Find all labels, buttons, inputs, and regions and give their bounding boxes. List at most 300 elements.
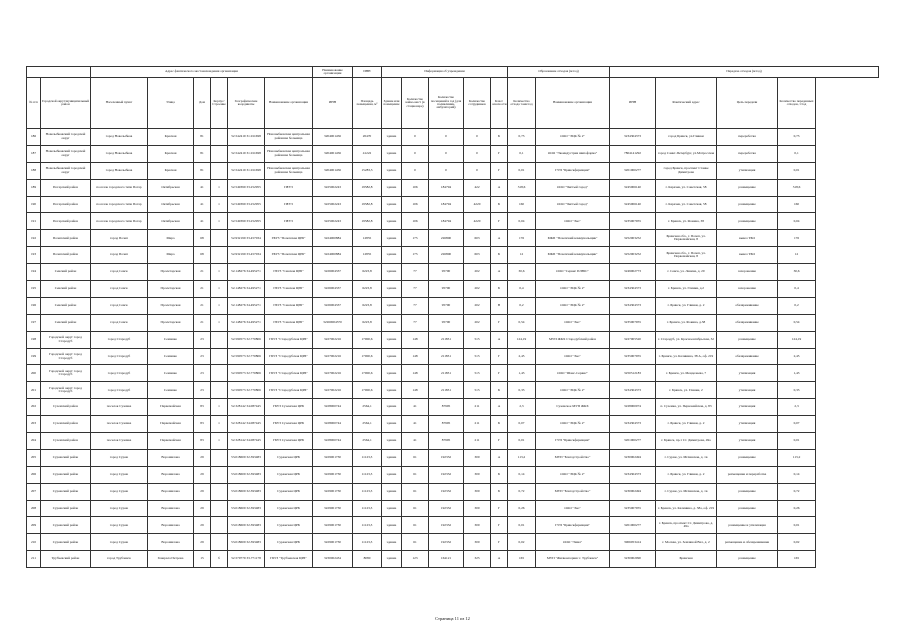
table-cell: 190 [27,196,41,213]
column-header: Количество переданных отходов, т/год [778,78,816,129]
table-cell: 1 [211,264,228,281]
table-cell: Ворошилова [148,534,194,551]
table-cell: город Сураж [91,449,148,466]
table-cell: 0,33 [508,382,536,399]
table-row [27,500,879,517]
table-cell: 0,54 [778,314,816,331]
column-header: Количество отхода тонн/год [508,78,536,129]
table-cell: б [211,551,228,568]
table-cell: 53.018609 32.393483 [228,483,265,500]
table-cell: Суражский район [41,449,91,466]
table-cell: 52.932199 33.457034 [228,230,265,247]
table-cell: 17000,6 [353,331,382,348]
table-cell: здание [382,483,402,500]
table-row [27,382,879,399]
table-cell: 3204001456 [313,129,353,146]
table-cell: 203 [27,416,41,433]
table-cell: 3227005520 [610,331,656,348]
table-cell: здание [382,196,402,213]
table-cell: ГБУЗ "Севская ЦРБ" [265,264,313,281]
table-cell: ООО "Чистый город" [536,196,610,213]
table-cell: 3230002434 [313,551,353,568]
table-cell: Суражская ЦРБ [265,500,313,517]
table-cell: ПЕУЗ [265,196,313,213]
table-cell: 148 [402,331,429,348]
table-row [27,145,879,162]
table-cell: Б [491,129,508,146]
table-cell: Ворошилова [148,500,194,517]
table-cell: 300 [464,534,491,551]
table-cell: 3228000744 [313,399,353,416]
table-cell: 211831 [429,348,464,365]
table-cell: ООО "ЭЦК № 2" [536,466,610,483]
table-cell: ГБУЗ "Стародубская ЦРБ" [265,365,313,382]
table-cell: А [491,399,508,416]
table-cell: 3204001456 [313,162,353,179]
table-cell: поселок Суземка [91,416,148,433]
table-cell: 2,45 [778,348,816,365]
table-cell: 2564,1 [353,399,382,416]
column-header: Наименование организации [265,78,313,129]
table-cell: 0 [464,129,491,146]
table-cell: 68 [194,247,211,264]
table-cell: город Севск [91,297,148,314]
header-group-cell: Передача отходов (м/год) [610,67,879,78]
table-cell: Пролетарская [148,264,194,281]
table-cell: Красная [148,129,194,146]
table-cell: 52.549399 33.252955 [228,179,265,196]
table-cell: Новозыбковская центральная районная больница [265,145,313,162]
table-row [27,281,879,298]
table-cell: 192 [27,230,41,247]
table-cell: Октябрьская [148,179,194,196]
table-row [27,399,879,416]
table-cell: Пролетарская [148,314,194,331]
table-cell: Г [491,534,508,551]
table-cell: поселок Суземка [91,433,148,450]
table-cell: 192332 [429,483,464,500]
table-cell: 318,6 [508,179,536,196]
table-row [27,230,879,247]
table-cell: А [491,551,508,568]
table-cell: Суражский район [41,483,91,500]
table-cell: 0,01 [508,162,536,179]
table-cell: вывоз ТБО [717,247,778,264]
table-cell: 3227002216 [313,348,353,365]
table-cell: 184794 [429,196,464,213]
table-cell: 95700 [429,281,464,298]
table-cell: 0,07 [508,416,536,433]
table-cell: 3230002494 [610,449,656,466]
table-cell: утилизация [717,382,778,399]
table-cell: г. Брянск, ул. Фокина, д.38 [656,314,717,331]
table-cell: 0,4 [778,281,816,298]
column-header: Площадь помещения, м² [353,78,382,129]
table-cell: 1 [211,297,228,314]
table-cell: здание [382,281,402,298]
table-cell: 3229001730 [313,500,353,517]
table-cell: 11123,3 [353,483,382,500]
table-cell: ООО "Эко" [536,314,610,331]
table-row [27,551,879,568]
table-cell: 12855 [353,247,382,264]
table-cell: 3235007955 [610,213,656,230]
table-cell: утилизация [717,433,778,450]
table-cell [211,382,228,399]
page-footer: Страница 11 из 12 [435,616,470,621]
table-cell: 29 [194,517,211,534]
column-header: Городской округ/муниципальный район [41,78,91,129]
table-cell: ООО "ЭЦК № 2" [536,281,610,298]
table-cell: 1 [211,416,228,433]
table-cell: 209 [27,517,41,534]
table-cell: 1 [211,213,228,230]
table-cell: 3227002216 [313,365,353,382]
table-cell: 52.590573 32.770806 [228,382,265,399]
table-cell: Б [491,382,508,399]
table-cell: 0,1 [778,145,816,162]
table-cell: 515 [464,382,491,399]
table-cell: 165 [508,551,536,568]
table-cell: МУП ЖКХ Стародубский район [536,331,610,348]
table-cell: 0,4 [508,281,536,298]
table-cell: 198 [27,331,41,348]
table-cell: 19582,8 [353,213,382,230]
table-body [27,129,879,568]
table-cell: 187 [27,145,41,162]
table-cell: 52.328142 34.087445 [228,399,265,416]
table-cell: 0,04 [508,213,536,230]
header-group-cell: Адрес фактического местонахождения организации [91,67,313,78]
table-cell: 11123,3 [353,534,382,551]
table-cell: 0,26 [778,500,816,517]
table-cell: 123 [402,551,429,568]
table-cell: 0 [429,162,464,179]
table-cell: ООО "ЭЦК № 2" [536,297,610,314]
table-cell: ООО "Эмма" [536,534,610,551]
table-cell: Новозыбковский городской округ [41,145,91,162]
table-cell: 52.148276 34.495271 [228,281,265,298]
waste-report-table [26,66,879,568]
table-cell: вывоз ТБО [717,230,778,247]
table-cell: 202 [27,399,41,416]
table-cell: Г [491,314,508,331]
table-cell: переработка [717,145,778,162]
table-cell: размещение [717,179,778,196]
table-cell: 3225002243 [313,213,353,230]
table-cell: Г [491,433,508,450]
table-cell: 515 [464,348,491,365]
table-cell: здание [382,264,402,281]
table-cell: утилизация [717,365,778,382]
table-cell: поселок городского типа Погар [91,213,148,230]
table-cell: Генерала Петрова [148,551,194,568]
table-cell: 148 [402,348,429,365]
table-cell: здание [382,399,402,416]
table-cell: 208 [27,500,41,517]
table-cell: 23 [194,365,211,382]
table-cell: Семашко [148,365,194,382]
table-cell: 186 [27,129,41,146]
table-cell: 0,07 [778,416,816,433]
table-cell: 124,19 [508,331,536,348]
table-cell: 41 [194,196,211,213]
table-cell: Ворошилова [148,483,194,500]
table-cell: Ворошилова [148,466,194,483]
table-cell: Суражская ЦРБ [265,449,313,466]
table-cell: МУП "Жилкомсервис г. Трубчевск" [536,551,610,568]
table-cell: 53.018609 32.393483 [228,517,265,534]
table-cell: 0 [429,145,464,162]
table-cell: 52.542419 31.911698 [228,145,265,162]
table-cell: 3226004337 [313,297,353,314]
table-cell: 113,2 [508,449,536,466]
table-cell: 23 [194,331,211,348]
table-cell: 189 [27,179,41,196]
table-cell: 300 [464,466,491,483]
table-cell: г. Брянск, ул. Калинина, 38 А, оф. 219 [656,348,717,365]
header-group-cell [27,67,91,78]
table-cell: город Почеп [91,247,148,264]
table-cell: ГБУЗ "Стародубская ЦРБ" [265,348,313,365]
table-cell: 192332 [429,517,464,534]
table-cell: Городской округ город Стародуб [41,348,91,365]
table-cell: 1 [211,281,228,298]
table-cell: 77 [402,264,429,281]
table-cell: здание [382,230,402,247]
table-cell: размещение [717,196,778,213]
table-cell: Пролетарская [148,297,194,314]
column-header: Населенный пункт [91,78,148,129]
table-cell: 29 [194,483,211,500]
table-cell: Пролетарская [148,281,194,298]
table-cell: 0 [402,145,429,162]
table-cell: 52.549399 33.252955 [228,196,265,213]
table-cell: здание [382,382,402,399]
table-cell: Б [491,247,508,264]
table-cell: 3204001456 [313,145,353,162]
table-cell: г. Брянск, ул. Глинки, 2 [656,382,717,399]
table-cell: 204 [27,433,41,450]
table-cell: утилизация [717,399,778,416]
table-cell: 300 [464,517,491,534]
table-cell [211,247,228,264]
table-cell: 15283,3 [353,162,382,179]
table-cell: 0,72 [778,483,816,500]
table-cell: 0,14 [508,466,536,483]
table-cell: 6223,8 [353,264,382,281]
table-cell: здание [382,433,402,450]
table-cell: 3228000744 [313,416,353,433]
table-cell: 200 [27,365,41,382]
table-cell: здание [382,517,402,534]
table-cell: 41 [194,213,211,230]
table-cell: 0 [402,129,429,146]
table-cell: Погарский район [41,179,91,196]
table-cell: город Почеп [91,230,148,247]
table-row [27,534,879,551]
table-cell: 87995 [429,399,464,416]
table-cell: город Стародуб [91,331,148,348]
table-cell: город Брянск, проспект Станке Димитрова [656,162,717,179]
table-cell: г. Брянск, ул. Калинина, д. 38а, оф. 219 [656,500,717,517]
table-cell: 202 [464,314,491,331]
table-cell: 0,02 [778,534,816,551]
column-header: Количество койко-мест (в стационаре) [402,78,429,129]
table-cell: Первомайская [148,433,194,450]
table-cell: ООО "Сервис ПЛЮС" [536,264,610,281]
table-cell: 192332 [429,500,464,517]
table-cell: 211831 [429,382,464,399]
table-cell: 3201000277 [610,162,656,179]
table-cell: 52.148276 34.495271 [228,314,265,331]
column-header: ИНН [313,78,353,129]
table-cell: 3227002216 [313,331,353,348]
table-cell: 53.018609 32.393483 [228,449,265,466]
table-cell: 160 [508,196,536,213]
table-row [27,297,879,314]
table-cell: МУП "Благоустройство" [536,449,610,466]
table-cell: 21 [194,264,211,281]
table-cell: 77 [402,297,429,314]
table-cell: 515 [464,331,491,348]
table-cell: 53.018609 32.393483 [228,500,265,517]
table-cell: Мира [148,230,194,247]
table-cell: ГБУЗ "Трубчевская ЦРБ" [265,551,313,568]
table-cell: г. Брянск, ул. Менделеева, 7 [656,365,717,382]
table-cell: 3201000277 [610,517,656,534]
table-cell: ГБУЗ "Севская ЦРБ" [265,314,313,331]
table-cell: Б [491,483,508,500]
table-cell: 0,01 [508,433,536,450]
table-cell: МКП "Почепский коммунальщик" [536,230,610,247]
table-cell: ООО "Эко" [536,213,610,230]
table-cell: 52.932199 33.457034 [228,247,265,264]
table-cell: Суражская ЦРБ [265,483,313,500]
header-group-cell: Информация об учреждении [382,67,508,78]
table-cell: 176 [778,230,816,247]
table-cell: Красная [148,145,194,162]
table-row [27,247,879,264]
table-cell: МУП "Благоустройство" [536,483,610,500]
table-cell: 81 [194,162,211,179]
table-cell: Г [491,348,508,365]
table-cell: В [491,297,508,314]
table-cell: 165 [778,551,816,568]
table-cell: 12855 [353,230,382,247]
table-cell: 325 [464,551,491,568]
header-group-cell: Образование отходов (м/год) [508,67,610,78]
table-cell: 193 [27,247,41,264]
table-cell: 106 [402,196,429,213]
table-cell: размещение [717,331,778,348]
table-cell: г. Карачев, ул. Советская, 58 [656,196,717,213]
table-row [27,348,879,365]
table-cell [211,500,228,517]
table-cell: 194 [27,264,41,281]
table-cell: 318,6 [778,179,816,196]
table-cell: Трубчевский район [41,551,91,568]
table-cell: размещение и утилизация [717,517,778,534]
table-cell: 41 [402,433,429,450]
table-cell: 32260004370 [313,314,353,331]
table-row [27,331,879,348]
table-cell: ООО "Экоиндустрия шипофарма" [536,145,610,162]
table-cell: Б [491,196,508,213]
table-cell: здание [382,247,402,264]
table-cell: 175 [402,230,429,247]
table-cell: здание [382,129,402,146]
table-cell: Б [491,466,508,483]
table-cell: Первомайская [148,416,194,433]
table-cell: 210 [27,534,41,551]
table-cell [211,230,228,247]
table-cell: размещение [717,213,778,230]
table-cell: г. Брянск, ул. Глинки, д. 2 [656,297,717,314]
table-cell: 83 [194,399,211,416]
table-cell: 0,73 [508,129,536,146]
table-cell: Брянская обл., г. Почеп, ул. Первомайская, 8 [656,247,717,264]
table-cell: 196 [27,297,41,314]
table-cell: 61 [402,517,429,534]
table-cell: 113,2 [778,449,816,466]
table-cell: 3906053414 [610,534,656,551]
table-row [27,416,879,433]
table-cell: утилизация [717,162,778,179]
table-cell: 0,72 [508,483,536,500]
table-cell: Городской округ город Стародуб [41,382,91,399]
table-cell: поселок городского типа Погар [91,179,148,196]
table-cell: 95700 [429,297,464,314]
table-cell: 2,3 [508,399,536,416]
table-cell: здание [382,348,402,365]
table-cell: 3228000074 [610,399,656,416]
table-cell: 21 [194,297,211,314]
table-cell: город Севск [91,281,148,298]
table-cell: 29 [194,449,211,466]
table-cell: город Сураж [91,517,148,534]
table-cell: 41 [194,179,211,196]
table-cell: 87995 [429,433,464,450]
table-cell: 19582,8 [353,179,382,196]
table-cell: 3226004337 [313,264,353,281]
table-cell: 2564,1 [353,433,382,450]
table-cell [211,517,228,534]
column-header: Здание или помещение [382,78,402,129]
table-cell: 0,02 [508,534,536,551]
table-cell: ГБУЗ "Севская ЦРБ" [265,297,313,314]
table-cell: Новозыбковский городской округ [41,129,91,146]
column-header: Географические координаты [228,78,265,129]
table-cell: 19582,8 [353,196,382,213]
table-cell: поселок Суземка [91,399,148,416]
table-cell: Севский район [41,281,91,298]
table-cell: здание [382,551,402,568]
table-cell: 6223,8 [353,314,382,331]
table-cell: город Новозыбков [91,162,148,179]
table-cell: г. Брянск, ул. Глинки, д. 2 [656,416,717,433]
table-cell: 0,04 [778,213,816,230]
table-cell: 15 [194,551,211,568]
table-cell: 3249002773 [610,264,656,281]
table-cell: 300 [464,500,491,517]
table-cell: 3234304373 [610,297,656,314]
table-cell: Суземский район [41,399,91,416]
table-cell: 199 [27,348,41,365]
table-cell: здание [382,297,402,314]
table-cell: Семашко [148,331,194,348]
table-cell: 3234304373 [610,382,656,399]
